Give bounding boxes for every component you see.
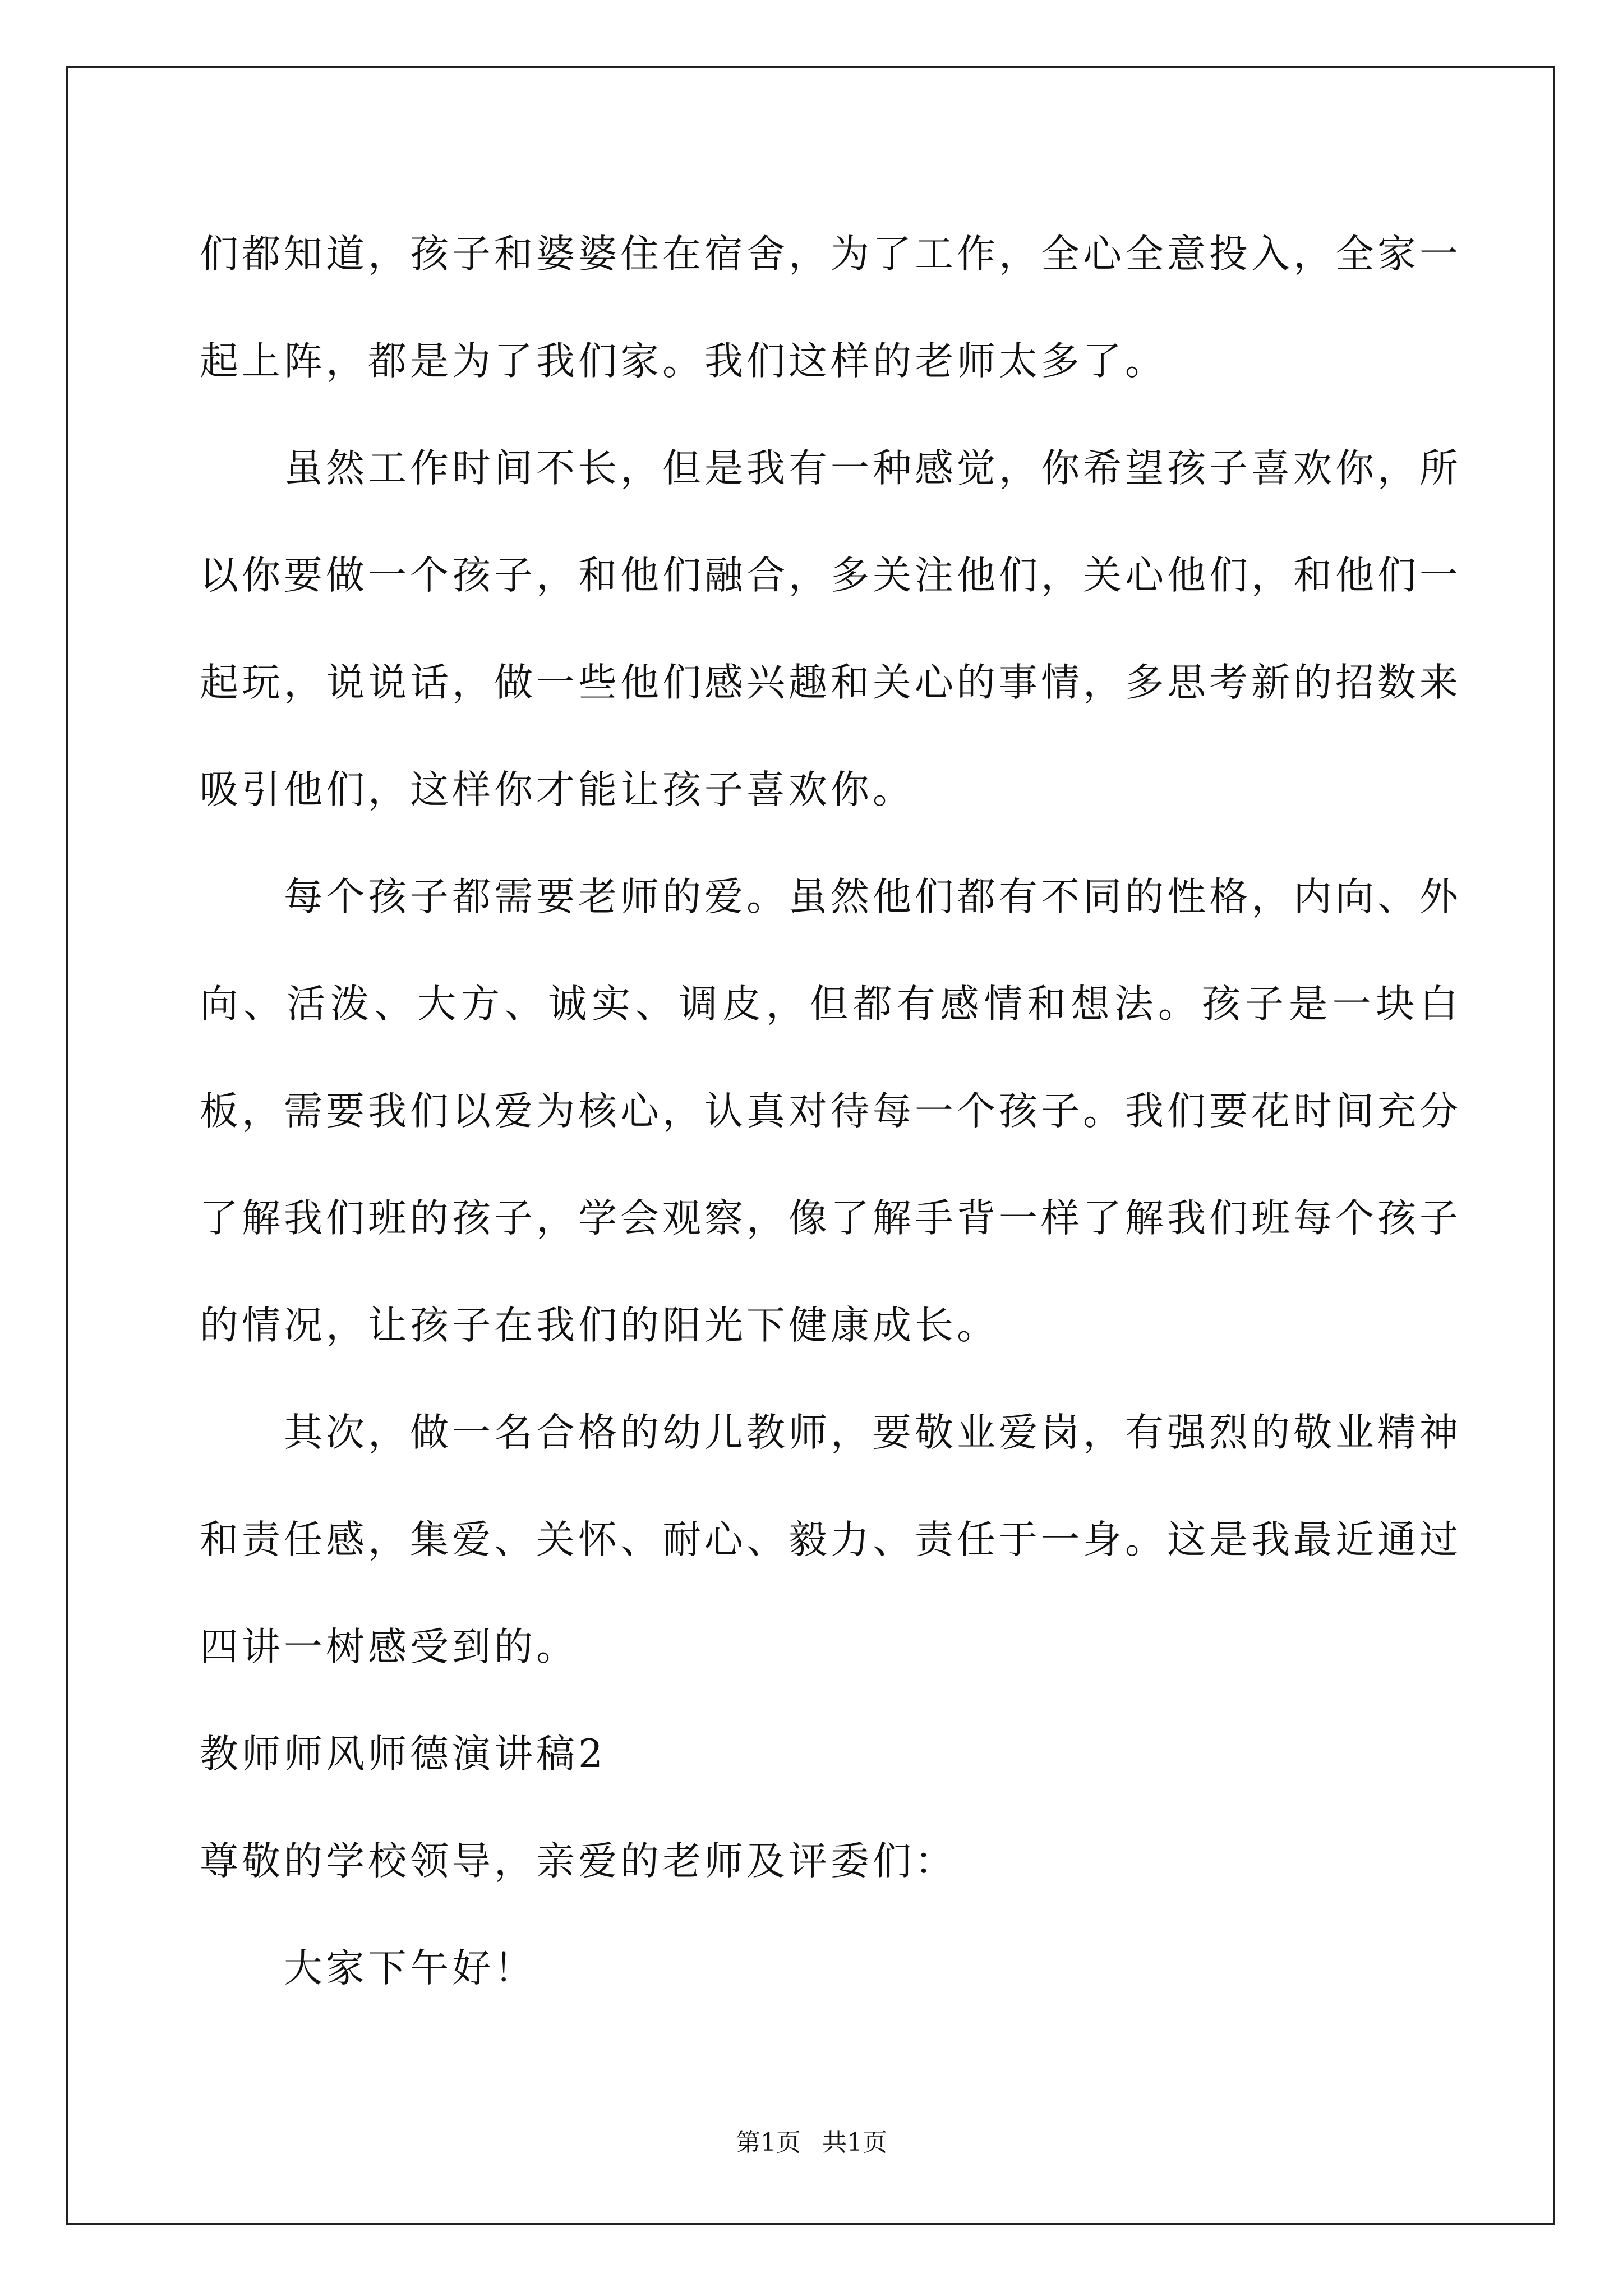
paragraph-3: 每个孩子都需要老师的爱。虽然他们都有不同的性格，内向、外向、活泼、大方、诚实、调皮，但都有感情和想法。孩子是一块白板，需要我们以爱为核心，认真对待每一个孩子。我们要花时间充分了解我们班的孩子，学会观察，像了解手背一样了解我们班每个孩子的情况，让孩子在我们的阳光下健康成长。 — [200, 875, 1461, 1348]
section-title: 教师师风师德演讲稿2 — [200, 1732, 606, 1777]
page-footer — [0, 2126, 1623, 2160]
greeting: 大家下午好！ — [284, 1946, 536, 1991]
document-body — [200, 201, 1461, 2022]
paragraph-2: 虽然工作时间不长，但是我有一种感觉，你希望孩子喜欢你，所以你要做一个孩子，和他们融合，多关注他们，关心他们，和他们一起玩，说说话，做一些他们感兴趣和关心的事情，多思考新的招数来吸引他们，这样你才能让孩子喜欢你。 — [200, 446, 1461, 812]
page-number: 第1页 — [736, 2128, 801, 2157]
page-total: 共1页 — [822, 2128, 887, 2157]
paragraph-4: 其次，做一名合格的幼儿教师，要敬业爱岗，有强烈的敬业精神和责任感，集爱、关怀、耐心、毅力、责任于一身。这是我最近通过四讲一树感受到的。 — [200, 1410, 1461, 1669]
paragraph-1: 们都知道，孩子和婆婆住在宿舍，为了工作，全心全意投入，全家一起上阵，都是为了我们家。我们这样的老师太多了。 — [200, 232, 1461, 384]
salutation: 尊敬的学校领导，亲爱的老师及评委们： — [200, 1839, 957, 1884]
